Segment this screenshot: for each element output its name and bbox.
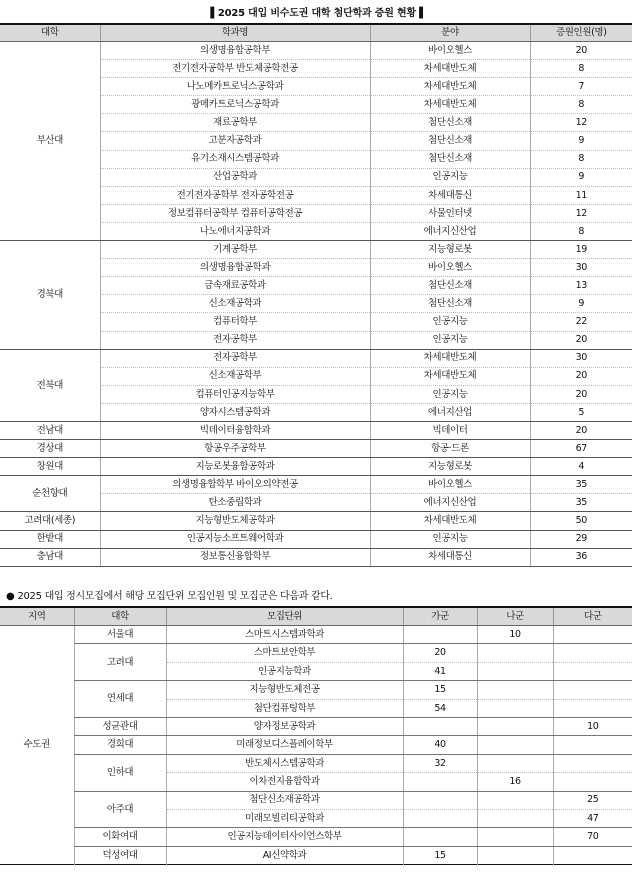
department-cell: 컴퓨터인공지능학부 bbox=[100, 385, 370, 403]
na-cell bbox=[477, 681, 553, 699]
increase-cell: 20 bbox=[530, 331, 632, 349]
table-row bbox=[0, 717, 632, 735]
unit-cell: 지능형반도체전공 bbox=[166, 681, 403, 699]
increase-cell: 67 bbox=[530, 440, 632, 458]
department-cell: 재료공학부 bbox=[100, 114, 370, 132]
field-cell: 지능형로봇 bbox=[370, 241, 530, 259]
department-cell: 전기전자공학부 전자공학전공 bbox=[100, 186, 370, 204]
table-row bbox=[0, 440, 632, 458]
field-cell: 바이오헬스 bbox=[370, 476, 530, 494]
unit-cell: 이차전지융합학과 bbox=[166, 773, 403, 791]
department-cell: 인공지능소프트웨어학과 bbox=[100, 530, 370, 548]
field-cell: 첨단신소재 bbox=[370, 132, 530, 150]
table-row bbox=[0, 644, 632, 662]
department-cell: 나노에너지공학과 bbox=[100, 222, 370, 240]
na-cell bbox=[477, 809, 553, 827]
increase-cell: 20 bbox=[530, 385, 632, 403]
university-cell: 경북대 bbox=[0, 241, 100, 350]
header-increase: 증원인원(명) bbox=[530, 24, 632, 42]
da-cell: 47 bbox=[553, 809, 632, 827]
unit-cell: 인공지능데이터사이언스학부 bbox=[166, 828, 403, 846]
field-cell: 에너지신산업 bbox=[370, 222, 530, 240]
increase-cell: 8 bbox=[530, 222, 632, 240]
university-cell: 연세대 bbox=[74, 681, 166, 718]
field-cell: 차세대반도체 bbox=[370, 367, 530, 385]
increase-cell: 13 bbox=[530, 277, 632, 295]
department-cell: 전기전자공학부 반도체공학전공 bbox=[100, 60, 370, 78]
table-row bbox=[0, 42, 632, 60]
field-cell: 차세대반도체 bbox=[370, 60, 530, 78]
field-cell: 인공지능 bbox=[370, 385, 530, 403]
na-cell bbox=[477, 791, 553, 809]
header-university: 대학 bbox=[0, 24, 100, 42]
department-cell: 신소재공학과 bbox=[100, 295, 370, 313]
table-row bbox=[0, 548, 632, 566]
department-cell: 정보컴퓨터공학부 컴퓨터공학전공 bbox=[100, 204, 370, 222]
da-cell bbox=[553, 736, 632, 754]
department-cell: 광메카트로닉스공학과 bbox=[100, 96, 370, 114]
table-row bbox=[0, 626, 632, 644]
department-cell: 금속재료공학과 bbox=[100, 277, 370, 295]
na-cell bbox=[477, 736, 553, 754]
unit-cell: 스마트시스템과학과 bbox=[166, 626, 403, 644]
table-row bbox=[0, 846, 632, 864]
ga-cell bbox=[403, 773, 477, 791]
na-cell bbox=[477, 754, 553, 772]
increase-cell: 30 bbox=[530, 259, 632, 277]
field-cell: 차세대반도체 bbox=[370, 96, 530, 114]
table-row bbox=[0, 754, 632, 772]
field-cell: 차세대반도체 bbox=[370, 349, 530, 367]
na-cell bbox=[477, 717, 553, 735]
table-row bbox=[0, 791, 632, 809]
field-cell: 에너지신산업 bbox=[370, 494, 530, 512]
da-cell bbox=[553, 773, 632, 791]
department-cell: 지능형반도체공학과 bbox=[100, 512, 370, 530]
header-na-group: 나군 bbox=[477, 607, 553, 626]
field-cell: 지능형로봇 bbox=[370, 458, 530, 476]
increase-cell: 8 bbox=[530, 150, 632, 168]
university-cell: 충남대 bbox=[0, 548, 100, 566]
note-sentence: 2025 대입 정시모집에서 해당 모집단위 모집인원 및 모집군은 다음과 같다. bbox=[17, 591, 333, 602]
table-header-row bbox=[0, 24, 632, 42]
field-cell: 첨단신소재 bbox=[370, 114, 530, 132]
university-cell: 창원대 bbox=[0, 458, 100, 476]
department-cell: 전자공학부 bbox=[100, 349, 370, 367]
university-cell: 고려대(세종) bbox=[0, 512, 100, 530]
department-cell: 의생명융합공학과 bbox=[100, 259, 370, 277]
na-cell bbox=[477, 662, 553, 680]
unit-cell: 첨단컴퓨팅학부 bbox=[166, 699, 403, 717]
table-row bbox=[0, 458, 632, 476]
ga-cell: 32 bbox=[403, 754, 477, 772]
da-cell bbox=[553, 662, 632, 680]
table-row bbox=[0, 828, 632, 846]
increase-cell: 35 bbox=[530, 494, 632, 512]
increase-cell: 11 bbox=[530, 186, 632, 204]
university-cell: 순천향대 bbox=[0, 476, 100, 512]
increase-cell: 20 bbox=[530, 421, 632, 439]
department-cell: 빅데이터융합학과 bbox=[100, 421, 370, 439]
university-cell: 한밭대 bbox=[0, 530, 100, 548]
unit-cell: 미래모빌리티공학과 bbox=[166, 809, 403, 827]
field-cell: 첨단신소재 bbox=[370, 277, 530, 295]
na-cell bbox=[477, 644, 553, 662]
university-cell: 아주대 bbox=[74, 791, 166, 828]
header-unit: 모집단위 bbox=[166, 607, 403, 626]
department-cell: 항공우주공학부 bbox=[100, 440, 370, 458]
field-cell: 차세대반도체 bbox=[370, 78, 530, 96]
na-cell bbox=[477, 828, 553, 846]
unit-cell: AI신약학과 bbox=[166, 846, 403, 864]
table-row bbox=[0, 476, 632, 494]
increase-cell: 22 bbox=[530, 313, 632, 331]
unit-cell: 미래정보디스플레이학부 bbox=[166, 736, 403, 754]
ga-cell: 41 bbox=[403, 662, 477, 680]
ga-cell: 15 bbox=[403, 681, 477, 699]
department-cell: 고분자공학과 bbox=[100, 132, 370, 150]
ga-cell bbox=[403, 828, 477, 846]
field-cell: 사물인터넷 bbox=[370, 204, 530, 222]
table-header-row bbox=[0, 607, 632, 626]
increase-cell: 9 bbox=[530, 295, 632, 313]
header-field: 분야 bbox=[370, 24, 530, 42]
field-cell: 인공지능 bbox=[370, 313, 530, 331]
increase-cell: 8 bbox=[530, 60, 632, 78]
field-cell: 빅데이터 bbox=[370, 421, 530, 439]
department-cell: 양자시스템공학과 bbox=[100, 403, 370, 421]
university-cell: 이화여대 bbox=[74, 828, 166, 846]
da-cell bbox=[553, 644, 632, 662]
department-cell: 의생명융합공학부 bbox=[100, 42, 370, 60]
da-cell bbox=[553, 681, 632, 699]
university-cell: 경희대 bbox=[74, 736, 166, 754]
university-cell: 전북대 bbox=[0, 349, 100, 421]
department-cell: 컴퓨터학부 bbox=[100, 313, 370, 331]
na-cell: 10 bbox=[477, 626, 553, 644]
field-cell: 인공지능 bbox=[370, 331, 530, 349]
department-cell: 정보통신융합학부 bbox=[100, 548, 370, 566]
da-cell: 25 bbox=[553, 791, 632, 809]
university-cell: 전남대 bbox=[0, 421, 100, 439]
university-cell: 서울대 bbox=[74, 626, 166, 644]
table-row bbox=[0, 681, 632, 699]
da-cell: 10 bbox=[553, 717, 632, 735]
na-cell bbox=[477, 699, 553, 717]
ga-cell: 54 bbox=[403, 699, 477, 717]
da-cell: 70 bbox=[553, 828, 632, 846]
field-cell: 인공지능 bbox=[370, 168, 530, 186]
admission-table bbox=[0, 606, 632, 865]
expansion-table bbox=[0, 23, 632, 567]
unit-cell: 반도체시스템공학과 bbox=[166, 754, 403, 772]
na-cell: 16 bbox=[477, 773, 553, 791]
university-cell: 경상대 bbox=[0, 440, 100, 458]
university-cell: 덕성여대 bbox=[74, 846, 166, 864]
increase-cell: 4 bbox=[530, 458, 632, 476]
header-ga-group: 가군 bbox=[403, 607, 477, 626]
da-cell bbox=[553, 626, 632, 644]
increase-cell: 29 bbox=[530, 530, 632, 548]
field-cell: 차세대통신 bbox=[370, 548, 530, 566]
unit-cell: 양자정보공학과 bbox=[166, 717, 403, 735]
table-row bbox=[0, 530, 632, 548]
field-cell: 바이오헬스 bbox=[370, 42, 530, 60]
increase-cell: 20 bbox=[530, 367, 632, 385]
increase-cell: 20 bbox=[530, 42, 632, 60]
department-cell: 전자공학부 bbox=[100, 331, 370, 349]
region-cell: 수도권 bbox=[0, 626, 74, 865]
field-cell: 인공지능 bbox=[370, 530, 530, 548]
note-bullet: ● bbox=[6, 591, 15, 602]
university-cell: 부산대 bbox=[0, 42, 100, 241]
ga-cell bbox=[403, 791, 477, 809]
da-cell bbox=[553, 699, 632, 717]
department-cell: 나노메카트로닉스공학과 bbox=[100, 78, 370, 96]
table-row bbox=[0, 512, 632, 530]
table-row bbox=[0, 421, 632, 439]
header-region: 지역 bbox=[0, 607, 74, 626]
field-cell: 첨단신소재 bbox=[370, 150, 530, 168]
na-cell bbox=[477, 846, 553, 864]
header-department: 학과명 bbox=[100, 24, 370, 42]
increase-cell: 19 bbox=[530, 241, 632, 259]
page-title: ▌2025 대입 비수도권 대학 첨단학과 증원 현황 ▌ bbox=[210, 8, 427, 19]
field-cell: 항공·드론 bbox=[370, 440, 530, 458]
department-cell: 기계공학부 bbox=[100, 241, 370, 259]
ga-cell bbox=[403, 717, 477, 735]
header-da-group: 다군 bbox=[553, 607, 632, 626]
department-cell: 산업공학과 bbox=[100, 168, 370, 186]
field-cell: 바이오헬스 bbox=[370, 259, 530, 277]
increase-cell: 8 bbox=[530, 96, 632, 114]
table-row bbox=[0, 349, 632, 367]
field-cell: 에너지산업 bbox=[370, 403, 530, 421]
increase-cell: 12 bbox=[530, 204, 632, 222]
increase-cell: 9 bbox=[530, 132, 632, 150]
increase-cell: 5 bbox=[530, 403, 632, 421]
unit-cell: 인공지능학과 bbox=[166, 662, 403, 680]
ga-cell: 40 bbox=[403, 736, 477, 754]
department-cell: 탄소중립학과 bbox=[100, 494, 370, 512]
note-text bbox=[6, 587, 333, 602]
department-cell: 유기소재시스템공학과 bbox=[100, 150, 370, 168]
field-cell: 첨단신소재 bbox=[370, 295, 530, 313]
ga-cell bbox=[403, 626, 477, 644]
unit-cell: 스마트보안학부 bbox=[166, 644, 403, 662]
increase-cell: 35 bbox=[530, 476, 632, 494]
increase-cell: 7 bbox=[530, 78, 632, 96]
university-cell: 고려대 bbox=[74, 644, 166, 681]
university-cell: 인하대 bbox=[74, 754, 166, 791]
increase-cell: 50 bbox=[530, 512, 632, 530]
header-university: 대학 bbox=[74, 607, 166, 626]
increase-cell: 36 bbox=[530, 548, 632, 566]
department-cell: 신소재공학부 bbox=[100, 367, 370, 385]
ga-cell bbox=[403, 809, 477, 827]
table-row bbox=[0, 736, 632, 754]
da-cell bbox=[553, 846, 632, 864]
da-cell bbox=[553, 754, 632, 772]
increase-cell: 30 bbox=[530, 349, 632, 367]
ga-cell: 20 bbox=[403, 644, 477, 662]
ga-cell: 15 bbox=[403, 846, 477, 864]
increase-cell: 9 bbox=[530, 168, 632, 186]
unit-cell: 첨단신소재공학과 bbox=[166, 791, 403, 809]
department-cell: 의생명융합학부 바이오의약전공 bbox=[100, 476, 370, 494]
increase-cell: 12 bbox=[530, 114, 632, 132]
department-cell: 지능로봇융합공학과 bbox=[100, 458, 370, 476]
field-cell: 차세대반도체 bbox=[370, 512, 530, 530]
table-row bbox=[0, 241, 632, 259]
university-cell: 성균관대 bbox=[74, 717, 166, 735]
field-cell: 차세대통신 bbox=[370, 186, 530, 204]
